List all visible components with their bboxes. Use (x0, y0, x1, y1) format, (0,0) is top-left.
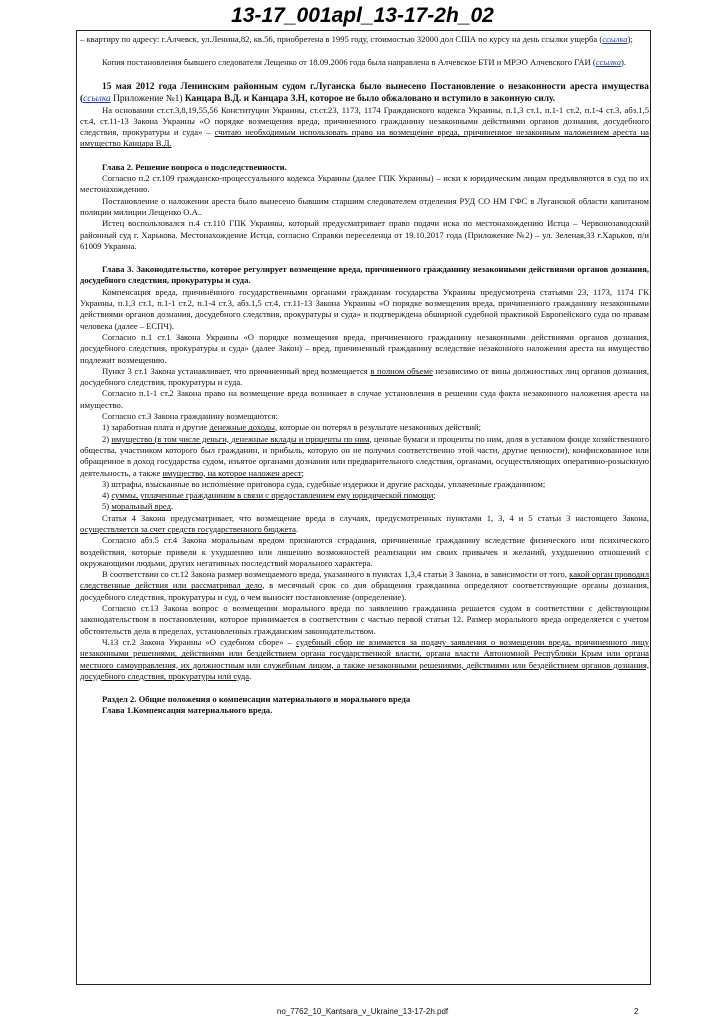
paragraph: – квартиру по адресу: г.Алчевск, ул.Ленина,82, кв.56, приобретена в 1995 году, стоимостью 32000 дол США по курсу на день ссылки ущерба (ссылка); (80, 34, 633, 44)
reference-link[interactable]: ссылка (83, 93, 111, 104)
list-item: 5) моральный вред. (102, 501, 174, 512)
paragraph: Ч.13 ст.2 Закона Украины «О судебном сборе» – судебный сбор не взимается за подачу заявления о возмещении вреда, причиненного лицу незаконными решениями, действиями или бездействием органа государственной власти, органа власти Автономной Республики Крым или органа местного самоуправления, их должностным или служебным лицом, а также незаконными решениями, действиями или бездействием органов дознания, досудебного следствия, прокуратуры или суда. (80, 636, 649, 681)
list-item: 2) имущество (в том числе деньги, денежные вклады и проценты по ним, ценные бумаги и проценты по ним, доля в уставном фонде хозяйственного общества, участником которого был гражданин, и прибыль, которую он не получил соответственно этой части, другие ценности), конфискованное или обращенное в доход государства судом, изъятое органами дознания или предварительного следствия, органами, осуществляющих оперативно-розыскную деятельность, а также имущество, на которое наложен арест; (80, 433, 649, 478)
reference-link[interactable]: ссылка (602, 34, 628, 44)
paragraph: Компенсация вреда, причинённого государственными органами гражданам государства Украины предусмотрена статьями 23, 1173, 1174 ГК Украины, п.1,3 ст.1, п.1-1 ст.2, п.1-4 ст.3, абз.1,5 ст.4, ст.11-13 Закона Украины «О порядке возмещения вреда, причиненного гражданину незаконными действиями органов дознания, досудебного следствия, прокуратуры и суда» и подтверждена обширной судебной практикой Европейского суда по правам человека (далее – ЕСПЧ). (80, 286, 649, 331)
paragraph: Копия постановления бывшего следователя Лещенко от 18.09.2006 года была направлена в Алчевское БТИ и МРЭО Алчевского ГАИ (ссылка). (102, 57, 627, 68)
section-heading: Глава 3. Законодательство, которое регулирует возмещение вреда, причиненного гражданину незаконными действиями органов дознания, досудебного следствия, прокуратуры и суда. (80, 264, 649, 286)
page-number: 2 (634, 1007, 639, 1016)
paragraph: Статья 4 Закона предусматривает, что возмещение вреда в случаях, предусмотренных пунктами 1, 3, 4 и 5 статьи 3 настоящего Закона, осуществляется за счет средств государственного бюджета. (80, 512, 649, 534)
list-item: 1) заработная плата и другие денежные доходы, которые он потерял в результате незаконных действий; (102, 422, 482, 433)
paragraph: Согласно абз.5 ст.4 Закона моральным вредом признаются страдания, причиненные гражданину вследствие физического или психического воздействия, которые привели к ухудшению или лишению возможностей реализации им своих привычек и желаний, ухудшению отношений с окружающими людьми, других негативных последствий морального характера. (80, 535, 649, 568)
court-ruling-paragraph: 15 мая 2012 года Ленинским районным судом г.Луганска было вынесено Постановление о незаконности ареста имущества (ссылка Приложение №1) Канцара В.Д. и Канцара З.Н, которое не было обжаловано и вступило в законную силу. (80, 81, 649, 104)
reference-link[interactable]: ссылка (595, 57, 622, 68)
paragraph: Постановление о наложении ареста было вынесено бывшим старшим следователем отделения РУД СО НМ ГФС в Луганской области капитаном полиции милиции Лещенко О.А.. (80, 195, 649, 217)
paragraph: Согласно п.1-1 ст.2 Закона право на возмещение вреда возникает в случае установления в решении суда факта незаконного наложения ареста на имущество. (80, 388, 649, 410)
section-heading: Глава 1.Компенсация материального вреда. (102, 705, 273, 716)
paragraph: Согласно ст.3 Закона гражданину возмещаются: (102, 411, 278, 422)
paragraph: Согласно п.1 ст.1 Закона Украины «О порядке возмещения вреда, причиненного гражданину незаконными действиями органов дознания, досудебного следствия, прокуратуры и суда» (далее Закон) – вред, причиненный гражданину вследствие незаконного наложения ареста на имущество подлежит возмещению. (80, 331, 649, 365)
paragraph: Согласно п.2 ст.109 гражданско-процессуального кодекса Украины (далее ГПК Украины) – иски к юридическим лицам предъявляются в суд по их местонахождению. (80, 173, 649, 195)
list-item: 3) штрафы, взысканные во исполнение приговора суда, судебные издержки и другие расходы, уплаченные гражданином; (102, 478, 546, 489)
paragraph: Истец воспользовался п.4 ст.110 ГПК Украины, который предусматривает право подачи иска по местонахождению Истца – Червонозаводский районный суд г. Харькова. Местонахождение Истца, согласно Справки переселенца от 19.10.2017 года (Приложение №2) – ул. Зеленая,33 г.Харьков, п/и 61009 Украина. (80, 218, 649, 251)
paragraph: В соответствии со ст.12 Закона размер возмещаемого вреда, указанного в пунктах 1,3,4 статьи 3 Закона, в зависимости от того, какой орган проводил следственные действия или рассматривал дело, в месячный срок со дня обращения гражданина определяют соответствующие органы дознания, досудебного следствия, прокуратуры и суд, о чем выносят постановление (определение). (80, 569, 649, 602)
paragraph: Пункт 3 ст.1 Закона устанавливает, что причиненный вред возмещается в полном объеме независимо от вины должностных лиц органов дознания, досудебного следствия, прокуратуры и суда. (80, 365, 649, 388)
section-heading: Раздел 2. Общие положения о компенсации материального и морального вреда (102, 694, 411, 705)
section-heading: Глава 2. Решение вопроса о подследственности. (102, 161, 287, 172)
document-body (80, 34, 649, 982)
list-item: 4) суммы, уплаченные гражданином в связи с предоставлением ему юридической помощи; (102, 490, 436, 501)
document-title: 13-17_001apl_13-17-2h_02 (231, 4, 494, 27)
paragraph: На основании ст.ст.3,8,19,55,56 Конституции Украины, ст.ст.23, 1173, 1174 Гражданского кодекса Украины, п.1,3 ст.1, п.1-1 ст.2, п.1-4 ст.3, абз.1,5 ст.4, ст.11-13 Закона Украины «О порядке возмещения вреда, причиненного гражданину незаконными действиями органов дознания, досудебного следствия, прокуратуры и суда» – считаю необходимым использовать право на возмещение вреда, причиненное незаконным наложением ареста на имущество Канцара В.Д. (80, 104, 649, 149)
footer-filename: no_7762_10_Kantsara_v_Ukraine_13-17-2h.pdf (276, 1007, 449, 1016)
paragraph: Согласно ст.13 Закона вопрос о возмещении морального вреда по заявлению гражданина решается судом в соответствии с действующим законодательством в постановлении, которое принимается в соответствии с частью первой статьи 12. Размер морального вреда определяется с учетом обстоятельств дела в пределах, установленных гражданским законодательством. (80, 603, 649, 636)
